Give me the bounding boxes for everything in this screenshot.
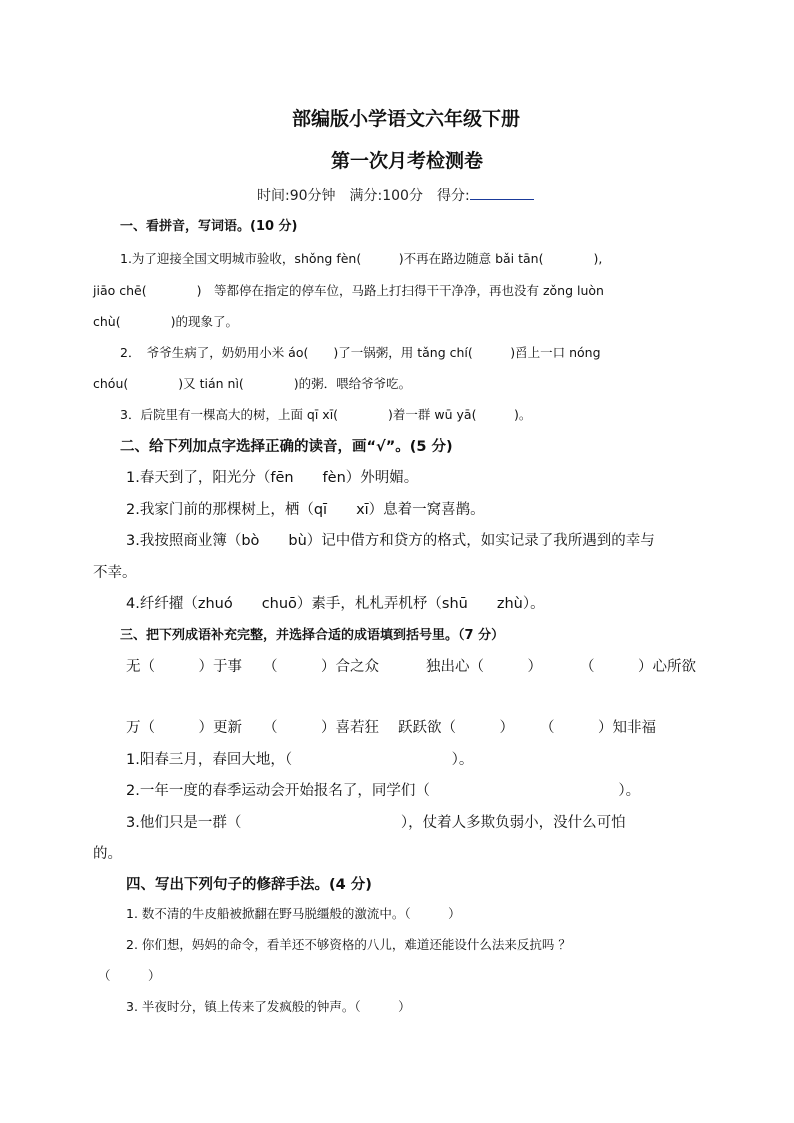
idiom-item: （ ）知非福 (540, 720, 656, 736)
meta-text: 时间:90分钟 满分:100分 得分: (257, 188, 470, 204)
sec2-line: 4.纤纤擢（zhuó chuō）素手，札札弄机杼（shū zhù）。 (126, 596, 545, 612)
idiom-item: 跃跃欲（ ） (398, 720, 514, 736)
section-2-heading: 二、给下列加点字选择正确的读音，画“√”。(5 分) (120, 439, 453, 455)
sec2-line: 不幸。 (93, 565, 137, 581)
sec4-line: 2. 你们想，妈妈的命令，看羊还不够资格的八儿，难道还能设什么法来反抗吗 ？ (126, 937, 571, 952)
sec1-line: jiāo chē( ) 等都停在指定的停车位，马路上打扫得干干净净，再也没有 zǒng luòn (93, 283, 604, 298)
exam-title: 部编版小学语文六年级下册 (292, 108, 521, 130)
sec3-line: 1.阳春三月，春回大地，（ ）。 (126, 752, 474, 768)
idiom-item: 无（ ）于事 (126, 659, 242, 675)
exam-meta (257, 185, 534, 205)
sec2-line: 2.我家门前的那棵树上，栖（qī xī）息着一窝喜鹊。 (126, 502, 485, 518)
sec1-line: 1.为了迎接全国文明城市验收，shǒng fèn( )不再在路边随意 bǎi tān( ), (120, 251, 603, 266)
sec2-line: 1.春天到了，阳光分（fēn fèn）外明媚。 (126, 470, 419, 486)
sec2-line: 3.我按照商业簿（bò bù）记中借方和贷方的格式，如实记录了我所遇到的幸与 (126, 533, 655, 549)
section-1-heading: 一、看拼音，写词语。(10 分) (120, 219, 298, 234)
sec1-line: chù( )的现象了。 (93, 314, 238, 329)
sec4-line: 1. 数不清的牛皮船被掀翻在野马脱缰般的激流中。（ ） (126, 906, 461, 921)
idiom-item: （ ）合之众 (263, 659, 379, 675)
idiom-item: 万（ ）更新 (126, 720, 242, 736)
sec4-line: 3. 半夜时分，镇上传来了发疯般的钟声。（ ） (126, 999, 411, 1014)
sec1-line: chóu( )又 tián nì( )的粥．喂给爷爷吃。 (93, 376, 412, 391)
section-3-heading: 三、把下列成语补充完整，并选择合适的成语填到括号里。（7 分） (120, 628, 505, 643)
idiom-item: （ ）心所欲 (580, 659, 696, 675)
exam-subtitle: 第一次月考检测卷 (331, 150, 484, 172)
sec4-line: （ ） (98, 968, 161, 983)
idiom-item: （ ）喜若狂 (263, 720, 379, 736)
idiom-item: 独出心（ ） (426, 659, 542, 675)
sec3-line: 的。 (93, 846, 122, 862)
sec1-line: 2． 爷爷生病了，奶奶用小米 áo( )了一锅粥，用 tǎng chí( )舀上一口 nóng (120, 345, 601, 360)
section-4-heading: 四、写出下列句子的修辞手法。(4 分) (126, 877, 372, 893)
sec3-line: 3.他们只是一群（ ），仗着人多欺负弱小，没什么可怕 (126, 815, 626, 831)
sec1-line: 3．后院里有一棵高大的树，上面 qī xī( )着一群 wū yā( )。 (120, 407, 532, 422)
sec3-line: 2.一年一度的春季运动会开始报名了，同学们（ ）。 (126, 783, 641, 799)
score-blank[interactable] (470, 185, 534, 200)
